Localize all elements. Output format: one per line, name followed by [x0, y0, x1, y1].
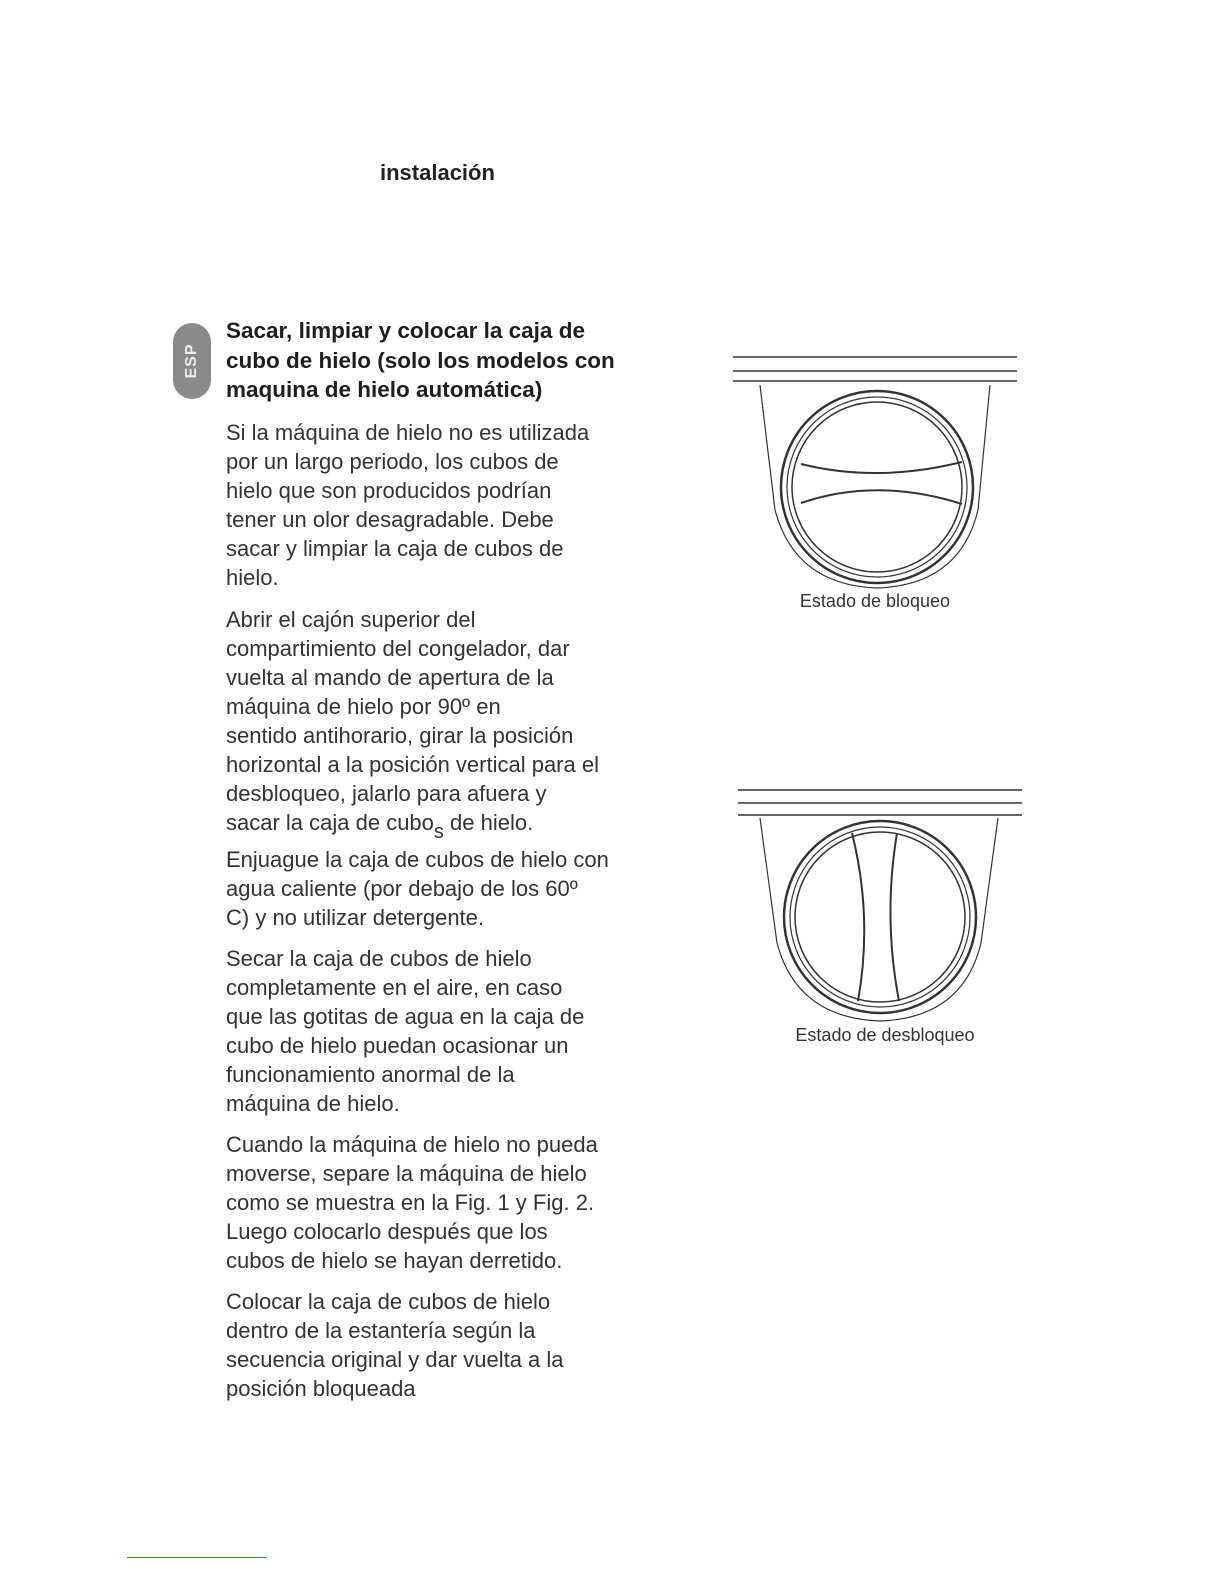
text-line: s — [433, 821, 444, 843]
unlocked-caption: Estado de desbloqueo — [795, 1025, 975, 1045]
text-line: Luego colocarlo después que los — [226, 1219, 548, 1244]
text-line: completamente en el aire, en caso — [226, 975, 563, 1000]
text-line: como se muestra en la Fig. 1 y Fig. 2. — [226, 1190, 595, 1215]
text-line: sentido antihorario, girar la posición — [226, 723, 574, 748]
text-line: dentro de la estantería según la — [226, 1318, 536, 1343]
language-badge — [173, 323, 211, 399]
section-title — [226, 316, 615, 405]
locked-knob-figure — [720, 340, 1040, 600]
text-line: C) y no utilizar detergente. — [226, 905, 485, 930]
text-line: cubo de hielo (solo los modelos con — [226, 347, 615, 373]
text-line: cubos de hielo se hayan derretido. — [226, 1248, 563, 1273]
footnote-separator — [127, 1557, 267, 1558]
text-line: tener un olor desagradable. Debe — [226, 507, 554, 532]
text-line: de hielo. — [443, 810, 534, 835]
paragraph-2 — [226, 605, 599, 847]
text-line: sacar y limpiar la caja de cubos de — [226, 536, 564, 561]
text-line: hielo. — [226, 565, 279, 590]
text-line: Cuando la máquina de hielo no pueda — [226, 1132, 598, 1157]
text-line: Secar la caja de cubos de hielo — [226, 946, 532, 971]
text-line: secuencia original y dar vuelta a la — [226, 1347, 564, 1372]
text-line: máquina de hielo. — [226, 1091, 400, 1116]
text-line: Colocar la caja de cubos de hielo — [226, 1289, 551, 1314]
unlocked-knob-figure — [725, 775, 1045, 1035]
section-header: instalación — [380, 160, 495, 185]
text-line: Enjuague la caja de cubos de hielo con — [226, 847, 609, 872]
text-line: posición bloqueada — [226, 1376, 416, 1401]
text-line: maquina de hielo automática) — [226, 377, 543, 402]
text-line: cubo de hielo puedan ocasionar un — [226, 1033, 569, 1058]
paragraph-3 — [226, 845, 609, 932]
text-line: máquina de hielo por 90º en — [226, 694, 501, 719]
text-line: sacar la caja de cubo — [226, 810, 434, 835]
text-line: agua caliente (por debajo de los 60º — [226, 876, 578, 901]
text-line: hielo que son producidos podrían — [226, 478, 552, 503]
text-line: moverse, separe la máquina de hielo — [226, 1161, 587, 1186]
text-line: que las gotitas de agua en la caja de — [226, 1004, 585, 1029]
text-line: horizontal a la posición vertical para el — [226, 752, 599, 777]
text-line: funcionamiento anormal de la — [226, 1062, 515, 1087]
text-line: ESP — [183, 343, 200, 379]
text-line: Abrir el cajón superior del — [226, 607, 476, 632]
paragraph-4 — [226, 944, 584, 1118]
paragraph-5 — [226, 1130, 598, 1275]
paragraph-6 — [226, 1287, 564, 1403]
text-line: compartimiento del congelador, dar — [226, 636, 570, 661]
text-line: Si la máquina de hielo no es utilizada — [226, 420, 590, 445]
locked-caption: Estado de bloqueo — [799, 591, 951, 611]
text-line: vuelta al mando de apertura de la — [226, 665, 554, 690]
text-line: por un largo periodo, los cubos de — [226, 449, 559, 474]
text-line: Sacar, limpiar y colocar la caja de — [226, 318, 585, 343]
text-line: desbloqueo, jalarlo para afuera y — [226, 781, 547, 806]
paragraph-1 — [226, 418, 589, 592]
